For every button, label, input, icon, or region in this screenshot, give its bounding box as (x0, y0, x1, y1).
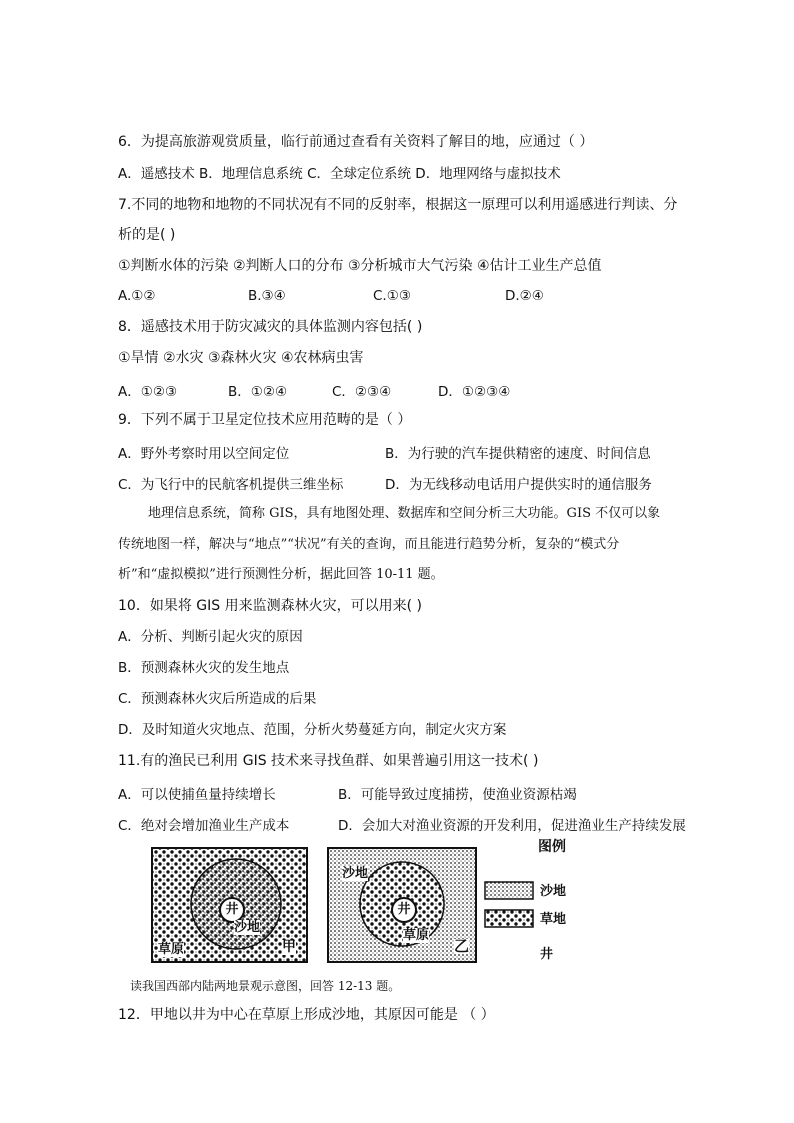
q10-option-a: A．分析、判断引起火灾的原因 (118, 629, 303, 645)
panel-jia-inner-label: 沙地 (234, 920, 261, 935)
q7-option-a: A.①② (118, 288, 156, 304)
q8-option-a: A．①②③ (118, 384, 178, 400)
q9-option-c: C．为飞行中的民航客机提供三维坐标 (118, 477, 344, 493)
q10-stem: 10．如果将 GIS 用来监测森林火灾，可以用来( ) (118, 598, 422, 614)
legend-title: 图例 (538, 839, 566, 855)
q10-option-c: C．预测森林火灾后所造成的后果 (118, 691, 317, 707)
panel-jia-outer-label: 草原 (158, 942, 185, 957)
q7-option-c: C.①③ (373, 288, 411, 304)
panel-jia-name: 甲 (282, 939, 296, 955)
legend-grass-swatch (485, 910, 533, 927)
q8-option-c: C．②③④ (332, 384, 392, 400)
q6-options: A．遥感技术 B．地理信息系统 C．全球定位系统 D．地理网络与虚拟技术 (118, 166, 561, 182)
q9-option-b: B．为行驶的汽车提供精密的速度、时间信息 (385, 446, 651, 462)
legend-sand-swatch (485, 882, 533, 899)
q12-stem: 12．甲地以井为中心在草原上形成沙地，其原因可能是 （ ） (118, 1007, 495, 1023)
figure-caption: 读我国西部内陆两地景观示意图，回答 12-13 题。 (130, 979, 401, 993)
gis-passage-line1: 地理信息系统，简称 GIS，具有地图处理、数据库和空间分析三大功能。GIS 不仅可以象 (148, 506, 661, 521)
panel-yi-name: 乙 (454, 937, 470, 955)
panel-yi-outer-label: 沙地 (342, 866, 369, 881)
q8-items: ①旱情 ②水灾 ③森林火灾 ④农林病虫害 (118, 350, 364, 366)
q9-option-a: A．野外考察时用以空间定位 (118, 446, 290, 462)
q10-option-d: D．及时知道火灾地点、范围，分析火势蔓延方向，制定火灾方案 (118, 722, 507, 738)
panel-yi-inner-label: 草原 (403, 928, 430, 943)
q11-option-a: A．可以使捕鱼量持续增长 (118, 787, 276, 803)
panel-yi-well-icon: 井 (391, 897, 417, 923)
q9-stem: 9．下列不属于卫星定位技术应用范畴的是（ ） (118, 412, 412, 428)
gis-passage-line2: 传统地图一样，解决与“地点”“状况”有关的查询，而且能进行趋势分析，复杂的“模式分 (118, 537, 620, 552)
q9-option-d: D．为无线移动电话用户提供实时的通信服务 (385, 477, 652, 493)
landscape-diagram (150, 846, 600, 964)
q8-option-b: B．①②④ (228, 384, 288, 400)
legend-grass-label: 草地 (540, 912, 567, 927)
q7-option-d: D.②④ (505, 288, 544, 304)
q6-stem: 6．为提高旅游观赏质量，临行前通过查看有关资料了解目的地，应通过（ ） (118, 134, 594, 150)
q10-option-b: B．预测森林火灾的发生地点 (118, 660, 290, 676)
q7-stem-line2: 析的是( ) (118, 227, 176, 243)
q7-stem-line1: 7.不同的地物和地物的不同状况有不同的反射率，根据这一原理可以利用遥感进行判读、分 (118, 197, 678, 213)
q8-option-d: D．①②③④ (438, 384, 511, 400)
q11-option-d: D．会加大对渔业资源的开发利用，促进渔业生产持续发展 (338, 818, 686, 834)
panel-jia-well-icon: 井 (219, 897, 245, 923)
q8-stem: 8．遥感技术用于防灾减灾的具体监测内容包括( ) (118, 319, 423, 335)
q11-option-c: C．绝对会增加渔业生产成本 (118, 818, 290, 834)
q7-option-b: B.③④ (248, 288, 286, 304)
legend-well-label: 井 (540, 947, 554, 962)
q11-stem: 11.有的渔民已利用 GIS 技术来寻找鱼群、如果普遍引用这一技术( ) (118, 753, 539, 769)
q11-option-b: B．可能导致过度捕捞，使渔业资源枯竭 (338, 787, 577, 803)
gis-passage-line3: 析”和“虚拟模拟”进行预测性分析，据此回答 10-11 题。 (118, 567, 444, 582)
q7-items: ①判断水体的污染 ②判断人口的分布 ③分析城市大气污染 ④估计工业生产总值 (118, 258, 602, 274)
legend-sand-label: 沙地 (540, 884, 567, 899)
